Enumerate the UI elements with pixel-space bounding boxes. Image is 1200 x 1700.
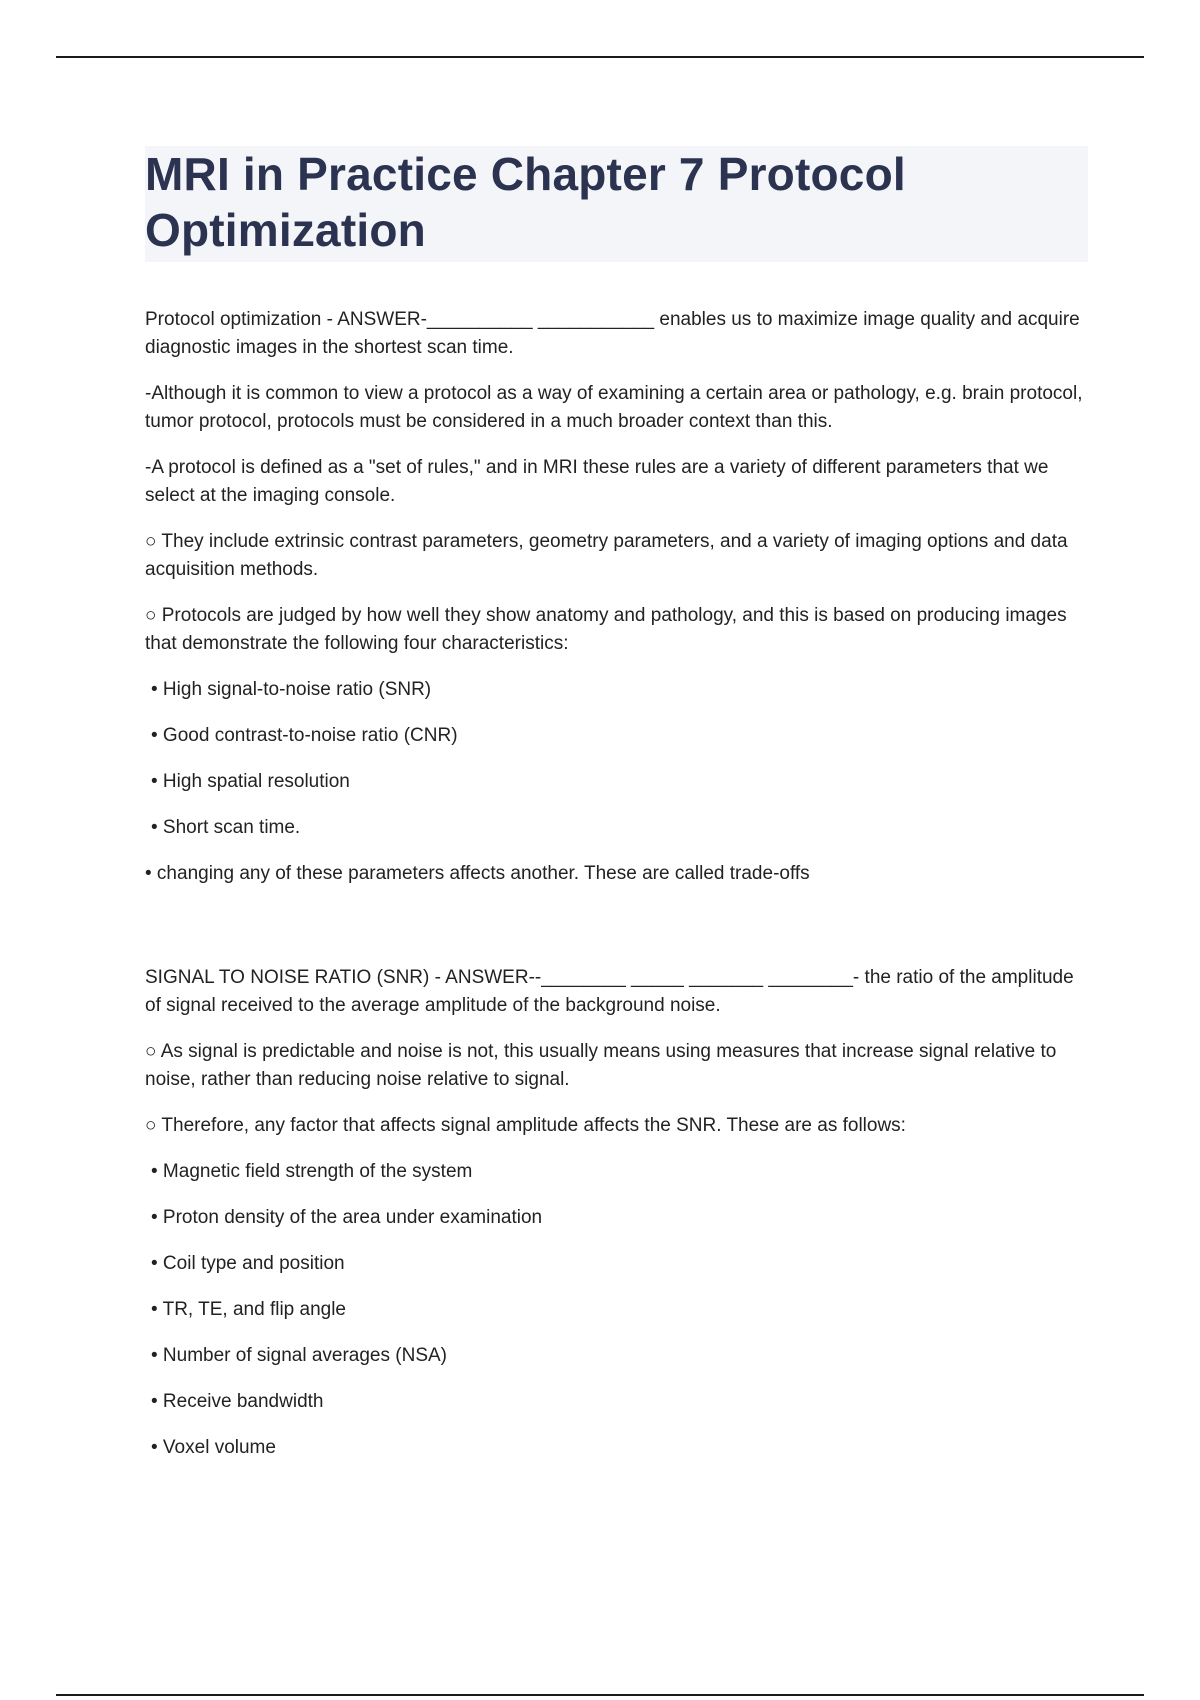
question-protocol-optimization: Protocol optimization - ANSWER-__________ ___________ enables us to maximize image quality and acquire diagnostic images in the shortest scan time. — [145, 309, 1080, 358]
paragraph: -Although it is common to view a protocol as a way of examining a certain area or pathology, e.g. brain protocol, tumor protocol, protocols must be considered in a much broader context than this. — [145, 383, 1083, 432]
list-item: • High signal-to-noise ratio (SNR) — [151, 679, 432, 700]
list-item: • Proton density of the area under examination — [151, 1207, 543, 1228]
title-box — [145, 146, 1088, 262]
section-gap — [145, 906, 1088, 964]
list-item: • Magnetic field strength of the system — [151, 1161, 473, 1182]
closing-note: • changing any of these parameters affects another. These are called trade-offs — [145, 863, 810, 884]
paragraph: ○ As signal is predictable and noise is not, this usually means using measures that increase signal relative to noise, rather than reducing noise relative to signal. — [145, 1041, 1057, 1090]
paragraph: ○ Protocols are judged by how well they show anatomy and pathology, and this is based on producing images that demonstrate the following four characteristics: — [145, 605, 1067, 654]
list-item: • Coil type and position — [151, 1253, 345, 1274]
list-item: • Number of signal averages (NSA) — [151, 1345, 447, 1366]
paragraph: ○ They include extrinsic contrast parameters, geometry parameters, and a variety of imaging options and data acquisition methods. — [145, 531, 1068, 580]
bottom-rule — [56, 1694, 1144, 1696]
list-item: • Short scan time. — [151, 817, 301, 838]
list-item: • Good contrast-to-noise ratio (CNR) — [151, 725, 458, 746]
top-rule — [56, 56, 1144, 58]
document-body — [145, 146, 1088, 1480]
page-title: MRI in Practice Chapter 7 Protocol Optimization — [145, 148, 906, 256]
list-item: • Voxel volume — [151, 1437, 276, 1458]
list-item: • High spatial resolution — [151, 771, 350, 792]
question-snr: SIGNAL TO NOISE RATIO (SNR) - ANSWER--________ _____ _______ ________- the ratio of the amplitude of signal received to the average amplitude of the background noise. — [145, 967, 1074, 1016]
list-item: • Receive bandwidth — [151, 1391, 324, 1412]
paragraph: ○ Therefore, any factor that affects signal amplitude affects the SNR. These are as follows: — [145, 1115, 906, 1136]
list-item: • TR, TE, and flip angle — [151, 1299, 347, 1320]
paragraph: -A protocol is defined as a "set of rules," and in MRI these rules are a variety of different parameters that we select at the imaging console. — [145, 457, 1049, 506]
